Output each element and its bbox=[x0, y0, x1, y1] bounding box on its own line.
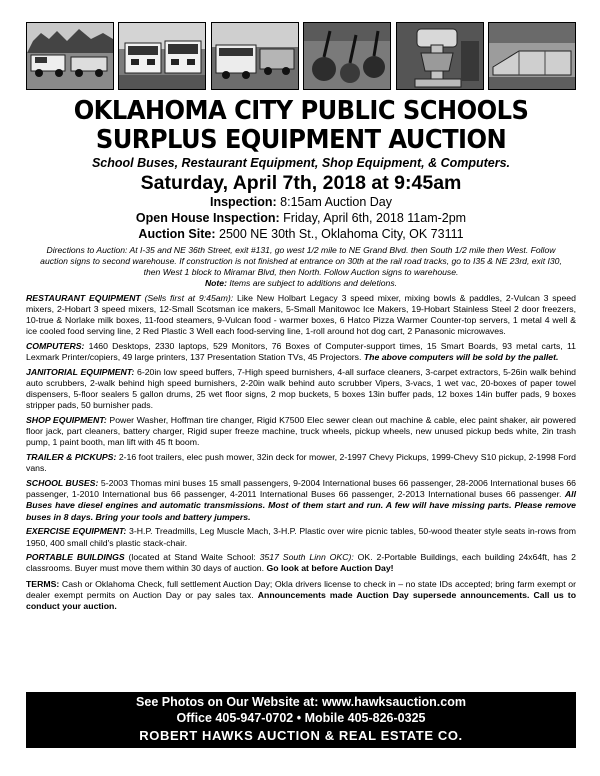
computers-heading: COMPUTERS: bbox=[26, 340, 85, 351]
terms-body: Cash or Oklahoma Check, full settlement Auction Day; Okla drivers license to check in – no state IDs accepted; bring farm exempt or dealer exempt permits on Auction Day or pay sales tax. bbox=[26, 578, 576, 600]
portable-body: OK. 2-Portable Buildings, each building 24x64ft, has 2 classrooms. Buyer must move them within 30 days of auction. bbox=[26, 552, 577, 574]
page-title bbox=[45, 97, 557, 155]
note-value: Items are subject to additions and deletions. bbox=[229, 278, 398, 288]
terms-section bbox=[26, 579, 576, 613]
warehouse-equipment-photo bbox=[488, 22, 576, 90]
shop-section bbox=[26, 415, 576, 449]
portable-address: 3517 South Linn OKC): bbox=[259, 552, 354, 563]
auction-site-value: 2500 NE 30th St., Oklahoma City, OK 73111 bbox=[219, 227, 464, 241]
portable-heading: PORTABLE BUILDINGS bbox=[26, 552, 125, 563]
school-buses-photo bbox=[118, 22, 206, 90]
shop-body: Power Washer, Hoffman tire changer, Rigid K7500 Elec sewer clean out machine & cable, elec paint shaker, air powered floor jack, part cleaners, battery charger, Rigid super freeze machine, truck wheels, pickup wheels, new unused pickup beds white, 2in trash pump, 1 paint booth, man lift with 45 ft boom. bbox=[26, 415, 576, 448]
vehicles-lot-photo bbox=[211, 22, 299, 90]
terms-bold-note: Announcements made Auction Day supersede announcements. Call us to conduct your auction. bbox=[26, 589, 576, 612]
portable-buildings-section bbox=[26, 552, 576, 574]
janitorial-section bbox=[26, 367, 576, 412]
title-line-2: SURPLUS EQUIPMENT AUCTION bbox=[95, 125, 507, 155]
inspection-line bbox=[26, 194, 576, 210]
computers-body: 1460 Desktops, 2330 laptops, 529 Monitors, 76 Boxes of Computer-support times, 15 Smart Boards, 93 metal carts, 11 Lexmark Printer/copiers, 49 large printers, 137 Presentation Station TVs, 45 Projectors. bbox=[26, 340, 576, 363]
inspection-label: Inspection: bbox=[209, 195, 277, 209]
shop-heading: SHOP EQUIPMENT: bbox=[26, 415, 107, 426]
buses-section bbox=[26, 478, 576, 523]
title-line-1: OKLAHOMA CITY PUBLIC SCHOOLS bbox=[73, 96, 529, 126]
exercise-heading: EXERCISE EQUIPMENT: bbox=[26, 526, 127, 537]
open-house-line bbox=[26, 210, 576, 226]
auction-site-line bbox=[26, 226, 576, 242]
restaurant-sub: (Sells first at 9:45am): bbox=[144, 292, 234, 303]
restaurant-body: Like New Holbart Legacy 3 speed mixer, mixing bowls & paddles, 2-Vulcan 3 speed mixers, 2-Hobart 3 speed mixers, 12-Small Scotsman ice makers, 5-Small Manitowoc Ice Makers, 19-Hobart Stainless Steel 2 door freezers, 10-true & Norlake milk boxes, 11-food steamers, 9-Vulcan food - warmer boxes, 6 Hatco Pizza Warmer Counter-top servers, 1 metal 4 well & ice cooled food serving line, 2 Red Plastic 3 Well each food-serving line, 1-roll around hot dog cart, 2 Panasonic microwaves. bbox=[26, 292, 576, 337]
trailer-heading: TRAILER & PICKUPS: bbox=[26, 452, 117, 463]
portable-bold-note: Go look at before Auction Day! bbox=[266, 563, 394, 574]
buses-heading: SCHOOL BUSES: bbox=[26, 478, 99, 489]
auction-flyer bbox=[26, 22, 576, 612]
buses-bold-note: All Buses have diesel engines and automatic transmissions. Most of them start and run. A few will have missing parts. Please remove buses in 8 days. Bring your tools and battery jumpers. bbox=[26, 489, 576, 522]
floor-scrubbers-photo bbox=[303, 22, 391, 90]
footer-company: ROBERT HAWKS AUCTION & REAL ESTATE CO. bbox=[139, 728, 463, 743]
auction-site-label: Auction Site: bbox=[138, 227, 216, 241]
buses-body: 5-2003 Thomas mini buses 15 small passengers, 9-2004 International buses 66 passenger, 28-2006 International buses 66 passenger, 1-2010 International bus 66 passenger, 4-2011 International Buses 66 passenger, 2-2013 International buses 66 passenger. bbox=[26, 478, 576, 500]
open-house-label: Open House Inspection: bbox=[135, 211, 280, 225]
photo-strip bbox=[26, 22, 576, 90]
trailer-section bbox=[26, 452, 576, 474]
auction-date: Saturday, April 7th, 2018 at 9:45am bbox=[140, 172, 462, 194]
computers-bold-note: The above computers will be sold by the pallet. bbox=[363, 352, 559, 363]
terms-heading: TERMS: bbox=[26, 578, 60, 589]
open-house-value: Friday, April 6th, 2018 11am-2pm bbox=[283, 211, 467, 225]
footer-phones: Office 405-947-0702 • Mobile 405-826-0325 bbox=[176, 711, 426, 725]
note-line bbox=[26, 278, 576, 289]
restaurant-equipment-section bbox=[26, 293, 576, 338]
computers-section bbox=[26, 341, 576, 363]
restaurant-heading: RESTAURANT EQUIPMENT bbox=[26, 292, 141, 303]
exercise-section bbox=[26, 526, 576, 548]
portable-location: (located at Stand Waite School: bbox=[128, 552, 256, 563]
subtitle: School Buses, Restaurant Equipment, Shop Equipment, & Computers. bbox=[91, 156, 511, 170]
hobart-mixer-photo bbox=[396, 22, 484, 90]
janitorial-heading: JANITORIAL EQUIPMENT: bbox=[26, 366, 135, 377]
footer-website: See Photos on Our Website at: www.hawksauction.com bbox=[136, 695, 466, 709]
trailer-body: 2-16 foot trailers, elec push mower, 32in deck for mower, 2-1997 Chevy Pickups, 1999-Chevy S10 pickup, 2-1998 Ford vans. bbox=[26, 452, 576, 474]
directions: Directions to Auction: At I-35 and NE 36th Street, exit #131, go west 1/2 mile to NE Grand Blvd. then South 1/2 mile then West. Follow auction signs to second warehouse. If construction is not finished at entrance on 30th at the rail road tracks, go to I35 & NE 23rd, exit I30, then West 1 block to Miramar Blvd, then North. Follow Auction signs to warehouse. bbox=[40, 245, 562, 277]
exercise-body: 3-H.P. Treadmills, Leg Muscle Mach, 3-H.P. Plastic over wire picnic tables, 50-wood theater style seats in-rows from 1950, 400 small child's plastic stack-chair. bbox=[26, 526, 576, 548]
janitorial-body: 6-20in low speed buffers, 7-High speed burnishers, 4-all surface cleaners, 3-carpet extractors, 5-26in walk behind auto scrubbers, 2-walk behind high speed burnishers, 2-20in walk behind auto scrubber Vipers, 3-vacs, 1 wet vac, 20-boxes of paper towel dispensers, 5-floor sealers 5 gallon drums, 25 wet floor signs, 2 mop buckets, 5 boxes 13in buffer pads, 12 boxes 14in buffer pads, 9 boxes stripper pads, 50 burnisher pads. bbox=[26, 366, 576, 411]
note-label: Note: bbox=[204, 278, 227, 288]
inspection-value: 8:15am Auction Day bbox=[280, 195, 393, 209]
pickup-trucks-photo bbox=[26, 22, 114, 90]
footer-banner bbox=[26, 692, 576, 748]
